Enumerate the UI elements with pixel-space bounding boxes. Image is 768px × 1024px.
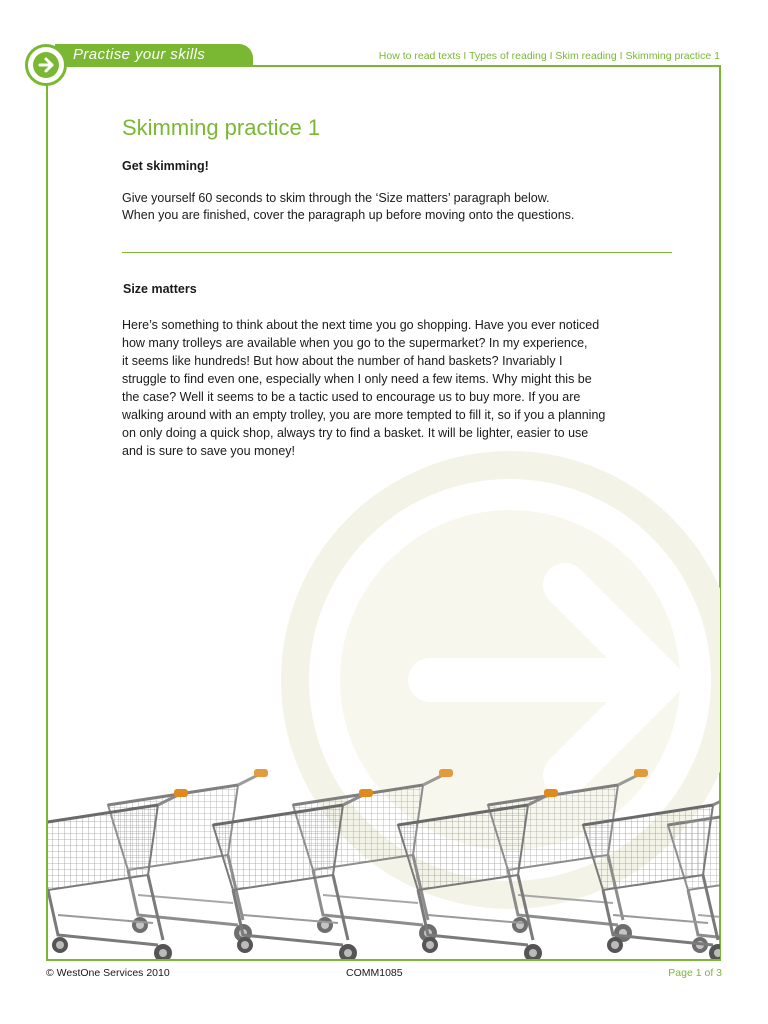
page-number: Page 1 of 3 — [668, 967, 722, 979]
paragraph-line: on only doing a quick shop, always try to find a basket. It will be lighter, easier to use — [122, 426, 589, 440]
paragraph-line: Here’s something to think about the next time you go shopping. Have you ever noticed — [122, 318, 600, 332]
paragraph-line: and is sure to save you money! — [122, 444, 296, 458]
paragraph-line: walking around with an empty trolley, you are more tempted to fill it, so if you a planning — [122, 408, 606, 422]
section-tab-label: Practise your skills — [73, 46, 206, 63]
instruction-line: Give yourself 60 seconds to skim through the ‘Size matters’ paragraph below. — [122, 191, 550, 205]
paragraph-line: the case? Well it seems to be a tactic used to encourage us to buy more. If you are — [122, 390, 581, 404]
breadcrumb: How to read texts I Types of reading I Skim reading I Skimming practice 1 — [378, 50, 720, 62]
instructions — [122, 190, 682, 224]
paragraph-line: struggle to find even one, especially when I only need a few items. Why might this be — [122, 372, 592, 386]
logo — [25, 44, 67, 86]
paragraph — [122, 316, 682, 460]
paragraph-line: it seems like hundreds! But how about the number of hand baskets? Invariably I — [122, 354, 563, 368]
section-tab — [55, 44, 253, 66]
subheading: Get skimming! — [122, 159, 209, 173]
copyright: © WestOne Services 2010 — [46, 967, 170, 979]
shopping-trolleys-image — [48, 765, 720, 959]
divider — [122, 252, 672, 253]
document-code: COMM1085 — [346, 967, 403, 979]
paragraph-title: Size matters — [123, 282, 197, 296]
arrow-right-circle-icon — [33, 52, 59, 78]
page-title: Skimming practice 1 — [122, 115, 321, 140]
instruction-line: When you are finished, cover the paragraph up before moving onto the questions. — [122, 208, 575, 222]
paragraph-line: how many trolleys are available when you go to the supermarket? In my experience, — [122, 336, 588, 350]
